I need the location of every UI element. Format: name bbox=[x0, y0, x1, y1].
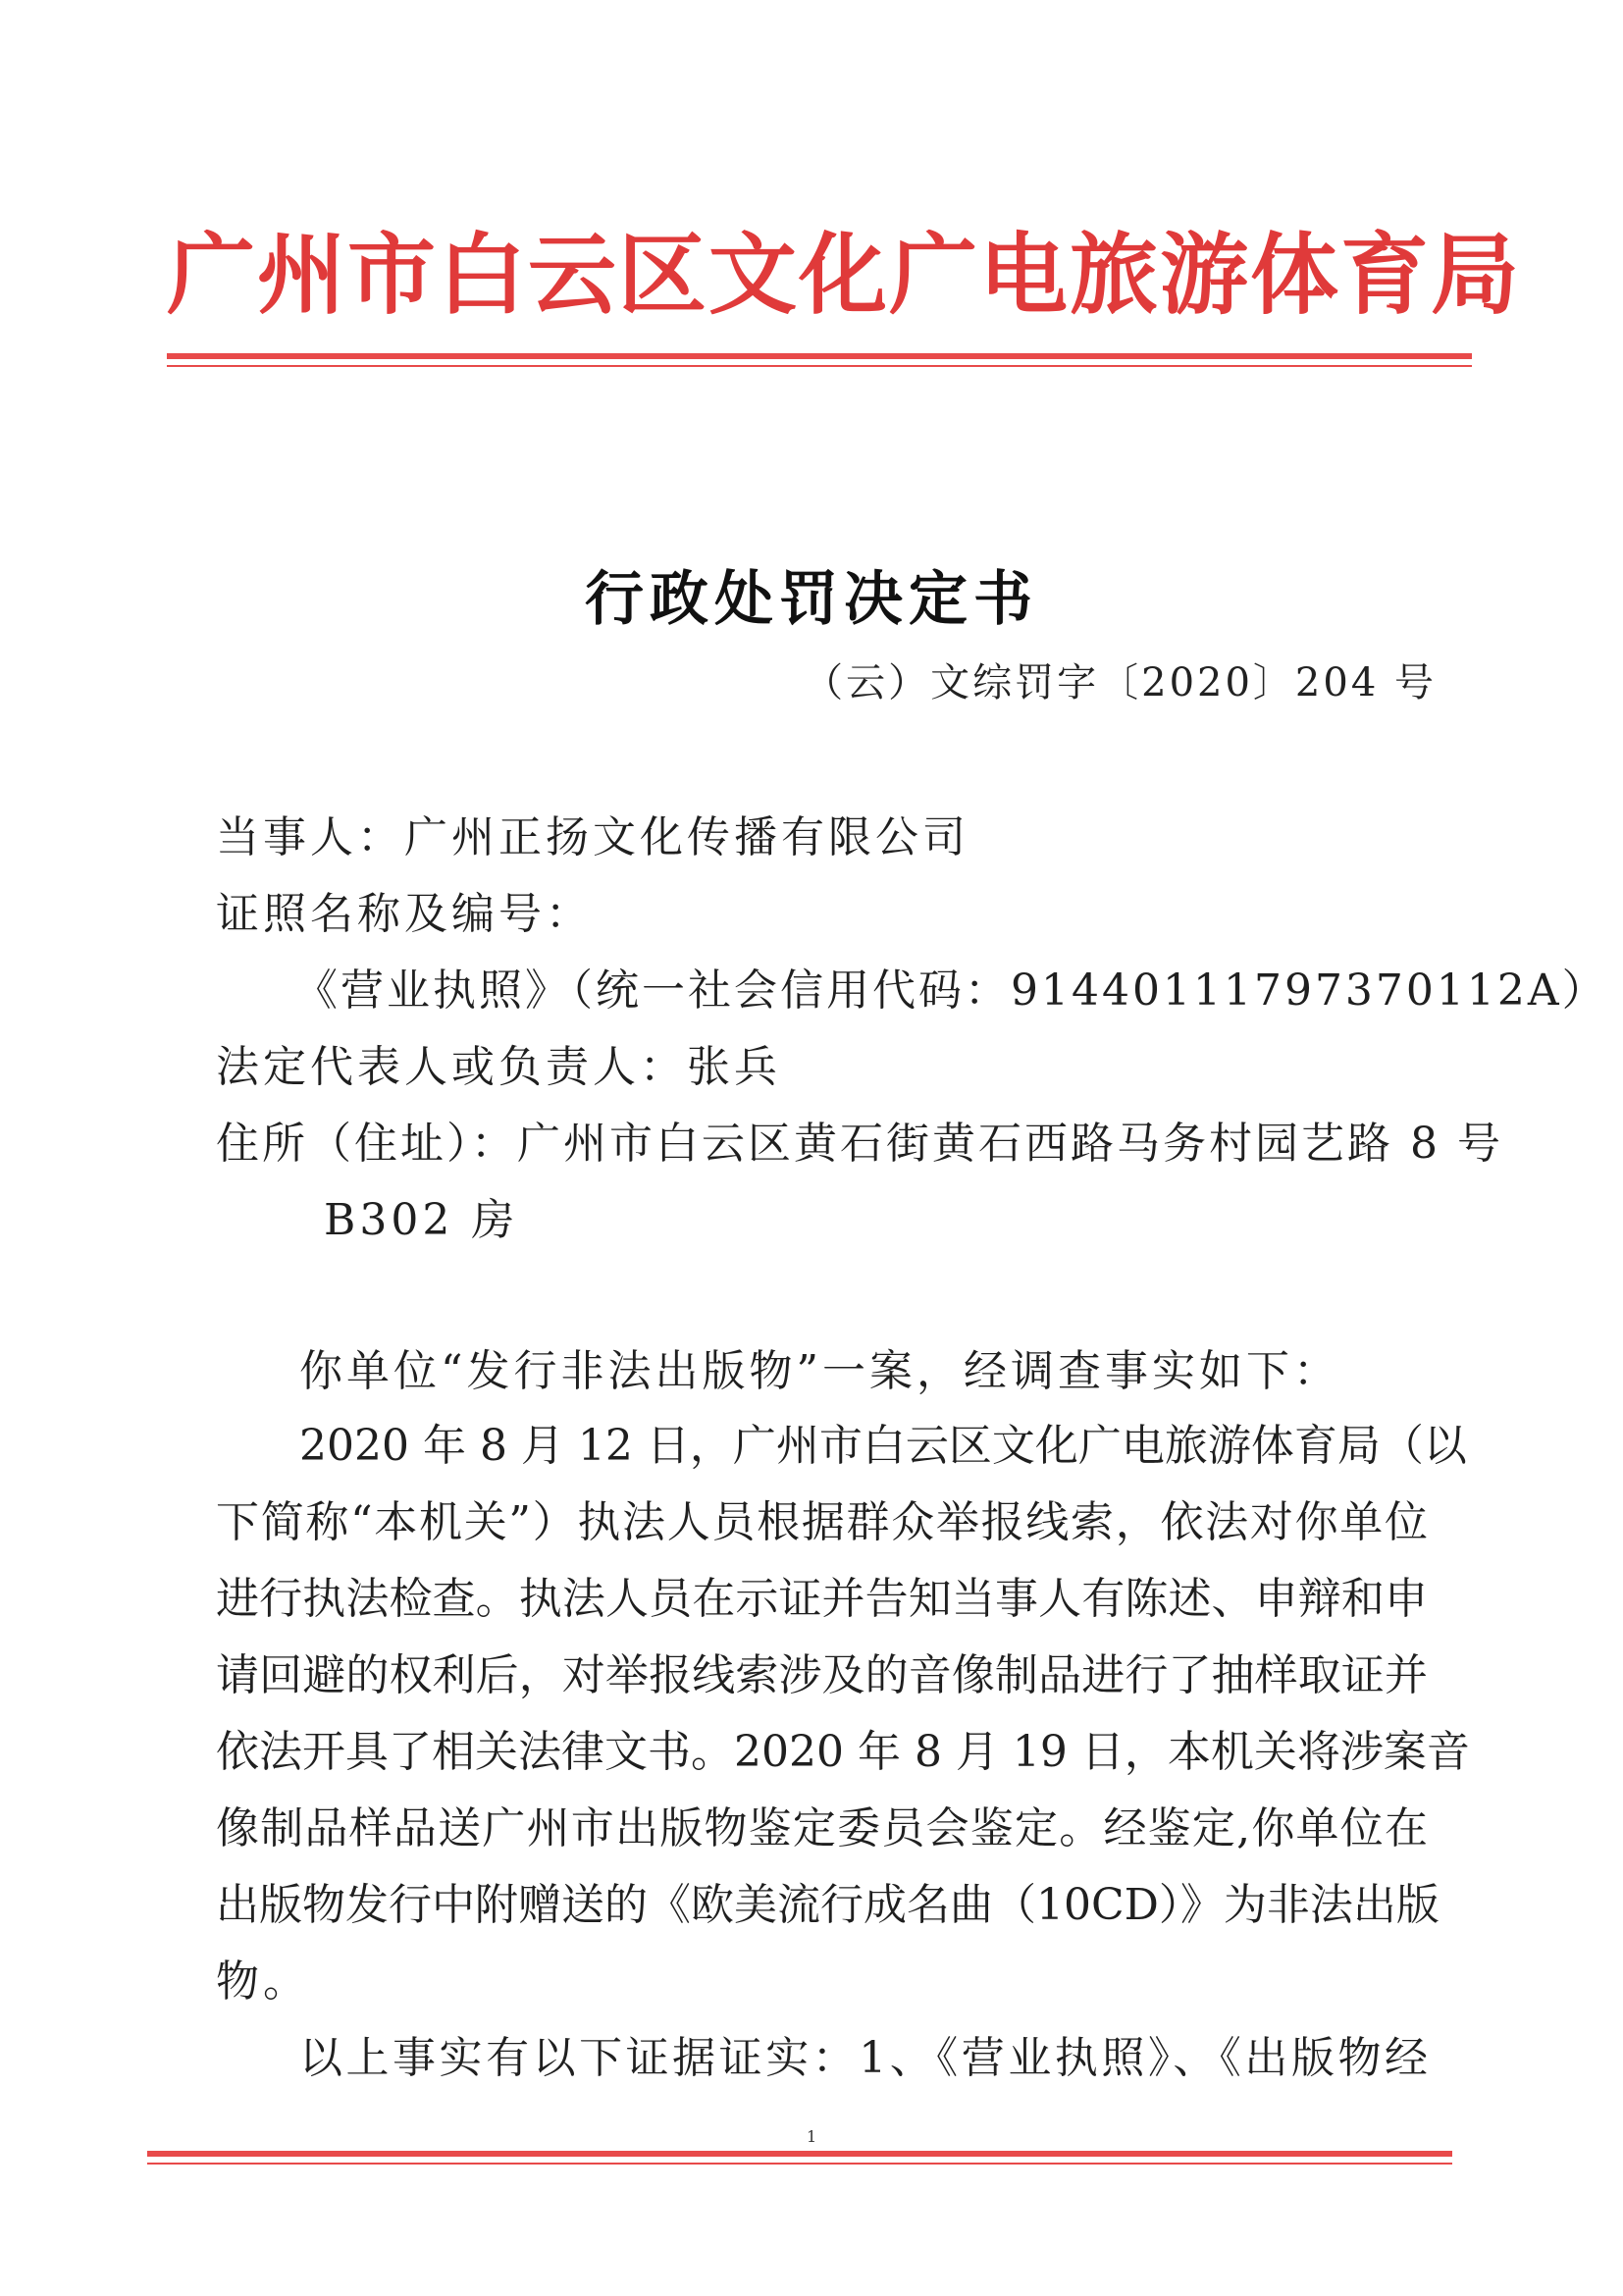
footer-rule-thick bbox=[147, 2151, 1452, 2157]
facts-line: 物。 bbox=[216, 1957, 310, 2007]
facts-line: 请回避的权利后，对举报线索涉及的音像制品进行了抽样取证并 bbox=[216, 1650, 1428, 1700]
facts-line: 下简称“本机关”）执法人员根据群众举报线索，依法对你单位 bbox=[216, 1497, 1428, 1547]
legal-representative: 法定代表人或负责人：张兵 bbox=[216, 1042, 781, 1092]
header-rule-thick bbox=[167, 353, 1472, 359]
license-value: 《营业执照》（统一社会信用代码：91440111797370112A） bbox=[294, 965, 1608, 1016]
party-name: 当事人：广州正扬文化传播有限公司 bbox=[216, 812, 969, 862]
agency-header: 广州市白云区文化广电旅游体育局 bbox=[167, 223, 1521, 327]
header-rule-thin bbox=[167, 365, 1472, 367]
facts-line: 进行执法检查。执法人员在示证并告知当事人有陈述、申辩和申 bbox=[216, 1574, 1428, 1624]
document-title: 行政处罚决定书 bbox=[585, 565, 1038, 634]
evidence-line: 以上事实有以下证据证实：1、《营业执照》、《出版物经 bbox=[299, 2033, 1428, 2083]
facts-line: 依法开具了相关法律文书。2020 年 8 月 19 日，本机关将涉案音 bbox=[216, 1727, 1470, 1777]
document-number: （云）文综罚字〔2020〕204 号 bbox=[804, 660, 1437, 705]
facts-line: 2020 年 8 月 12 日，广州市白云区文化广电旅游体育局（以 bbox=[299, 1421, 1467, 1471]
address-line-1: 住所（住址）：广州市白云区黄石街黄石西路马务村园艺路 8 号 bbox=[216, 1119, 1503, 1169]
license-label: 证照名称及编号： bbox=[216, 889, 593, 939]
facts-line: 出版物发行中附赠送的《欧美流行成名曲（10CD）》为非法出版 bbox=[216, 1880, 1440, 1930]
address-line-2: B302 房 bbox=[324, 1195, 519, 1245]
footer-rule-thin bbox=[147, 2163, 1452, 2165]
case-intro: 你单位“发行非法出版物”一案，经调查事实如下： bbox=[299, 1346, 1340, 1396]
facts-line: 像制品样品送广州市出版物鉴定委员会鉴定。经鉴定,你单位在 bbox=[216, 1803, 1428, 1853]
page-number: 1 bbox=[807, 2127, 817, 2146]
